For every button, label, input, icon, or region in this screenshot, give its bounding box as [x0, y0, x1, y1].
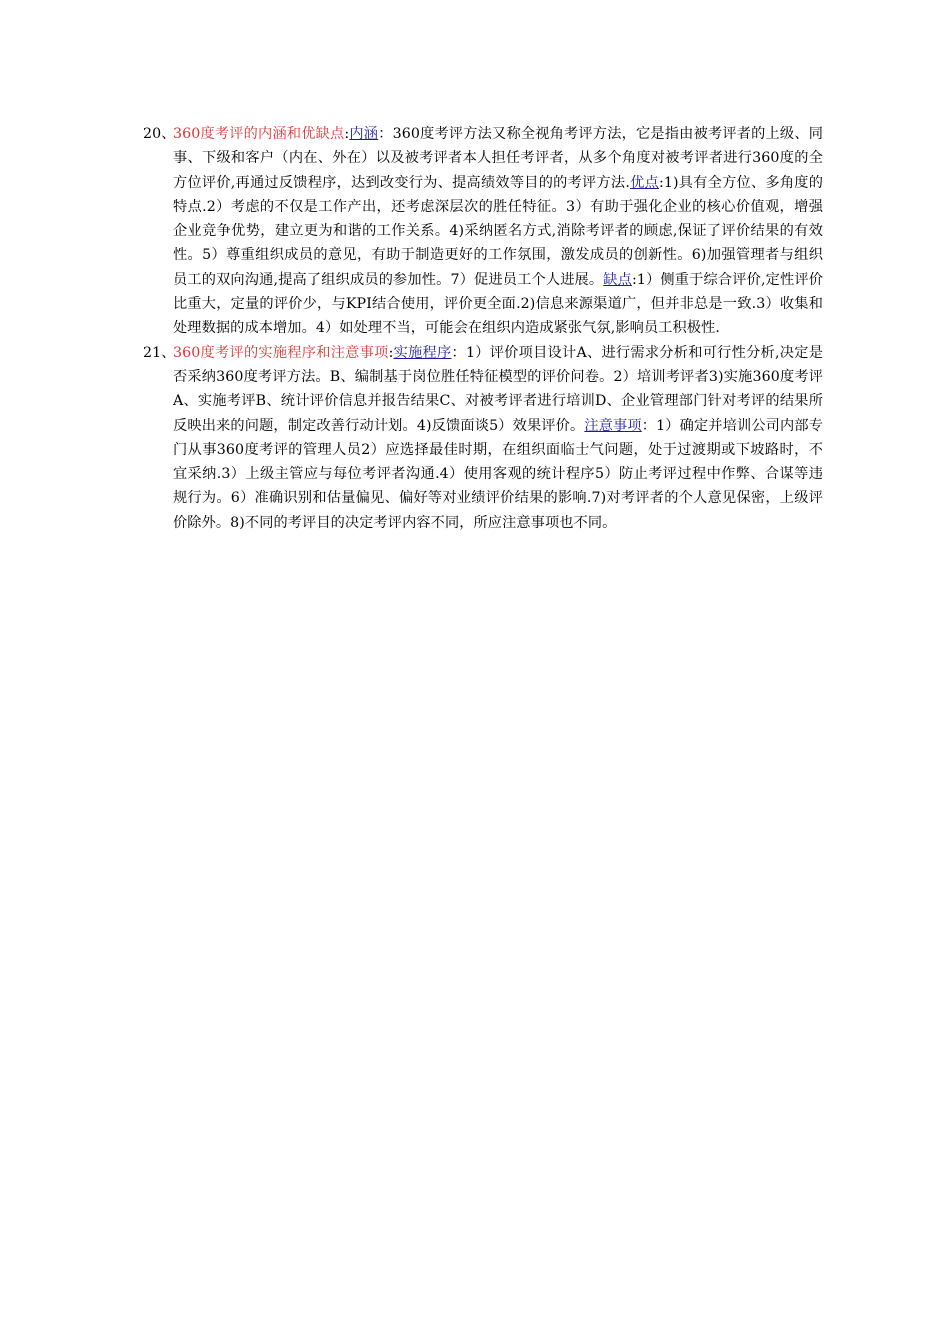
procedure-text: ：1）评价项目设计A、进行需求分析和可行性分析,决定是否采纳360度考评方法。B、编制基于岗位胜任特征模型的评价问卷。2）培训考评者3)实施360度考评A、实施考评B、统计评价信息并报告结果C、对被考评者进行培训D、企业管理部门针对考评的结果所反映出来的问题，制定改善行动计划。4)反馈面谈5）效果评价。	[173, 344, 824, 434]
precautions-text: ：1）确定并培训公司内部专门从事360度考评的管理人员2）应选择最佳时期，在组织面临士气问题，处于过渡期或下坡路时，不宜采纳.3）上级主管应与每位考评者沟通.4）使用客观的统计程序5）防止考评过程中作弊、合谋等违规行为。6）准确识别和估量偏见、偏好等对业绩评价结果的影响.7)对考评者的个人意见保密，上级评价除外。8)不同的考评目的决定考评内容不同，所应注意事项也不同。	[173, 417, 824, 531]
item-title: 360度考评的内涵和优缺点	[173, 126, 345, 142]
link-precautions[interactable]: 注意事项	[584, 417, 642, 434]
link-advantages[interactable]: 优点	[629, 174, 659, 191]
item-number: 21、	[143, 344, 176, 361]
link-disadvantages[interactable]: 缺点	[603, 271, 632, 288]
advantages-text: :1)具有全方位、多角度的特点.2）考虑的不仅是工作产出，还考虑深层次的胜任特征。3）有助于强化企业的核心价值观，增强企业竞争优势，建立更为和谐的工作关系。4)采纳匿名方式,消除考评者的顾虑,保证了评价结果的有效性。5）尊重组织成员的意见，有助于制造更好的工作氛围，激发成员的创新性。6)加强管理者与组织员工的双向沟通,提高了组织成员的参加性。7）促进员工个人进展。	[173, 174, 823, 288]
disadvantages-text: :1）侧重于综合评价,定性评价比重大，定量的评价少，与KPI结合使用，评价更全面.2)信息来源渠道广，但并非总是一致.3）收集和处理数据的成本增加。4）如处理不当，可能会在组织内造成紧张气氛,影响员工积极性.	[173, 271, 823, 337]
item-number: 20、	[143, 126, 176, 142]
connotation-text: ：360度考评方法又称全视角考评方法，它是指由被考评者的上级、同事、下级和客户（内在、外在）以及被考评者本人担任考评者，从多个角度对被考评者进行360度的全方位评价,再通过反馈程序，达到改变行为、提高绩效等目的的考评方法.	[173, 126, 823, 191]
document-body	[143, 122, 823, 535]
link-procedure[interactable]: 实施程序	[393, 344, 452, 361]
separator: :	[388, 344, 394, 361]
link-connotation[interactable]: 内涵	[349, 126, 379, 142]
item-21	[143, 341, 823, 535]
item-20	[143, 122, 823, 341]
separator: :	[344, 126, 350, 142]
item-title: 360度考评的实施程序和注意事项	[173, 344, 389, 361]
